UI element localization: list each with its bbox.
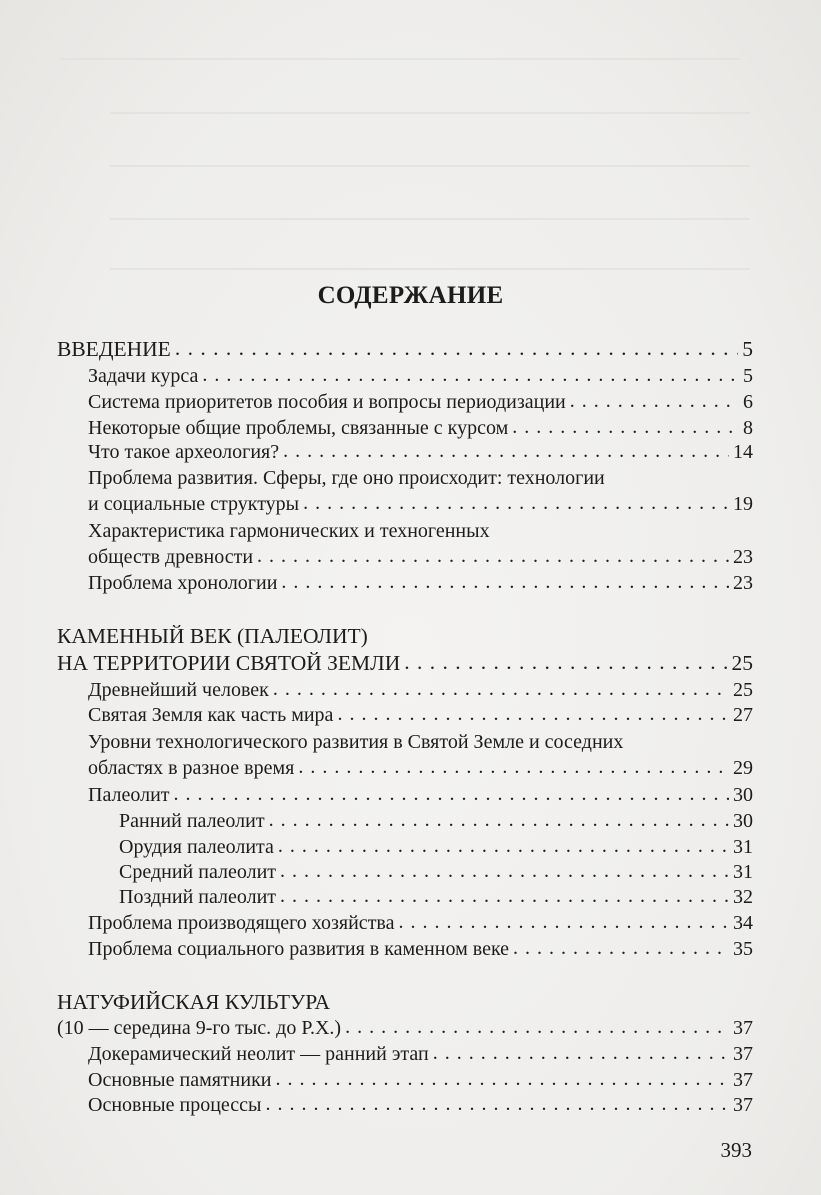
bleed-through — [110, 268, 750, 270]
toc-entry: и социальные структуры . . . 19 — [57, 493, 753, 521]
toc-entry: НАТУФИЙСКАЯ КУЛЬТУРА — [57, 990, 330, 1014]
toc-entry: Задачи курса . . . 5 — [57, 365, 753, 393]
bleed-through — [60, 58, 740, 60]
toc-entry: Святая Земля как часть мира . . . 27 — [57, 704, 753, 732]
toc-entry: КАМЕННЫЙ ВЕК (ПАЛЕОЛИТ) — [57, 624, 368, 648]
toc-entry: Ранний палеолит . . . 30 — [57, 810, 753, 838]
bleed-through — [110, 218, 750, 220]
toc-entry: Система приоритетов пособия и вопросы периодизации . . . 6 — [57, 391, 753, 419]
bleed-through — [110, 112, 750, 114]
toc-entry: Основные памятники . . . 37 — [57, 1069, 753, 1097]
toc-entry: Уровни технологического развития в Святой Земле и соседних — [88, 731, 624, 753]
toc-entry: Поздний палеолит . . . 32 — [57, 886, 753, 914]
toc-entry: Орудия палеолита . . . 31 — [57, 836, 753, 864]
toc-entry: областях в разное время . . . 29 — [57, 757, 753, 785]
toc-entry: НА ТЕРРИТОРИИ СВЯТОЙ ЗЕМЛИ . . . 25 — [57, 651, 753, 679]
toc-entry: Некоторые общие проблемы, связанные с курсом . . . 8 — [57, 417, 753, 445]
toc-entry: Проблема развития. Сферы, где оно происходит: технологии — [88, 467, 605, 489]
toc-entry: Характеристика гармонических и техногенных — [88, 520, 490, 542]
toc-entry: Средний палеолит . . . 31 — [57, 861, 753, 889]
toc-entry: Основные процессы . . . 37 — [57, 1094, 753, 1122]
toc-entry: ВВЕДЕНИЕ . . . 5 — [57, 337, 753, 365]
toc-entry: (10 — середина 9-го тыс. до Р.Х.) . . . 37 — [57, 1017, 753, 1045]
page-title: СОДЕРЖАНИЕ — [317, 282, 504, 309]
page-number: 393 — [720, 1138, 752, 1162]
bleed-through — [110, 165, 750, 167]
toc-entry: Палеолит . . . 30 — [57, 784, 753, 812]
toc-entry: Проблема производящего хозяйства . . . 34 — [57, 912, 753, 940]
toc-entry: Проблема хронологии . . . 23 — [57, 572, 753, 600]
toc-entry: Докерамический неолит — ранний этап . . . 37 — [57, 1043, 753, 1071]
toc-entry: Что такое археология? . . . 14 — [57, 441, 753, 469]
toc-entry: Древнейший человек . . . 25 — [57, 679, 753, 707]
toc-entry: обществ древности . . . 23 — [57, 546, 753, 574]
toc-entry: Проблема социального развития в каменном веке . . . 35 — [57, 938, 753, 966]
